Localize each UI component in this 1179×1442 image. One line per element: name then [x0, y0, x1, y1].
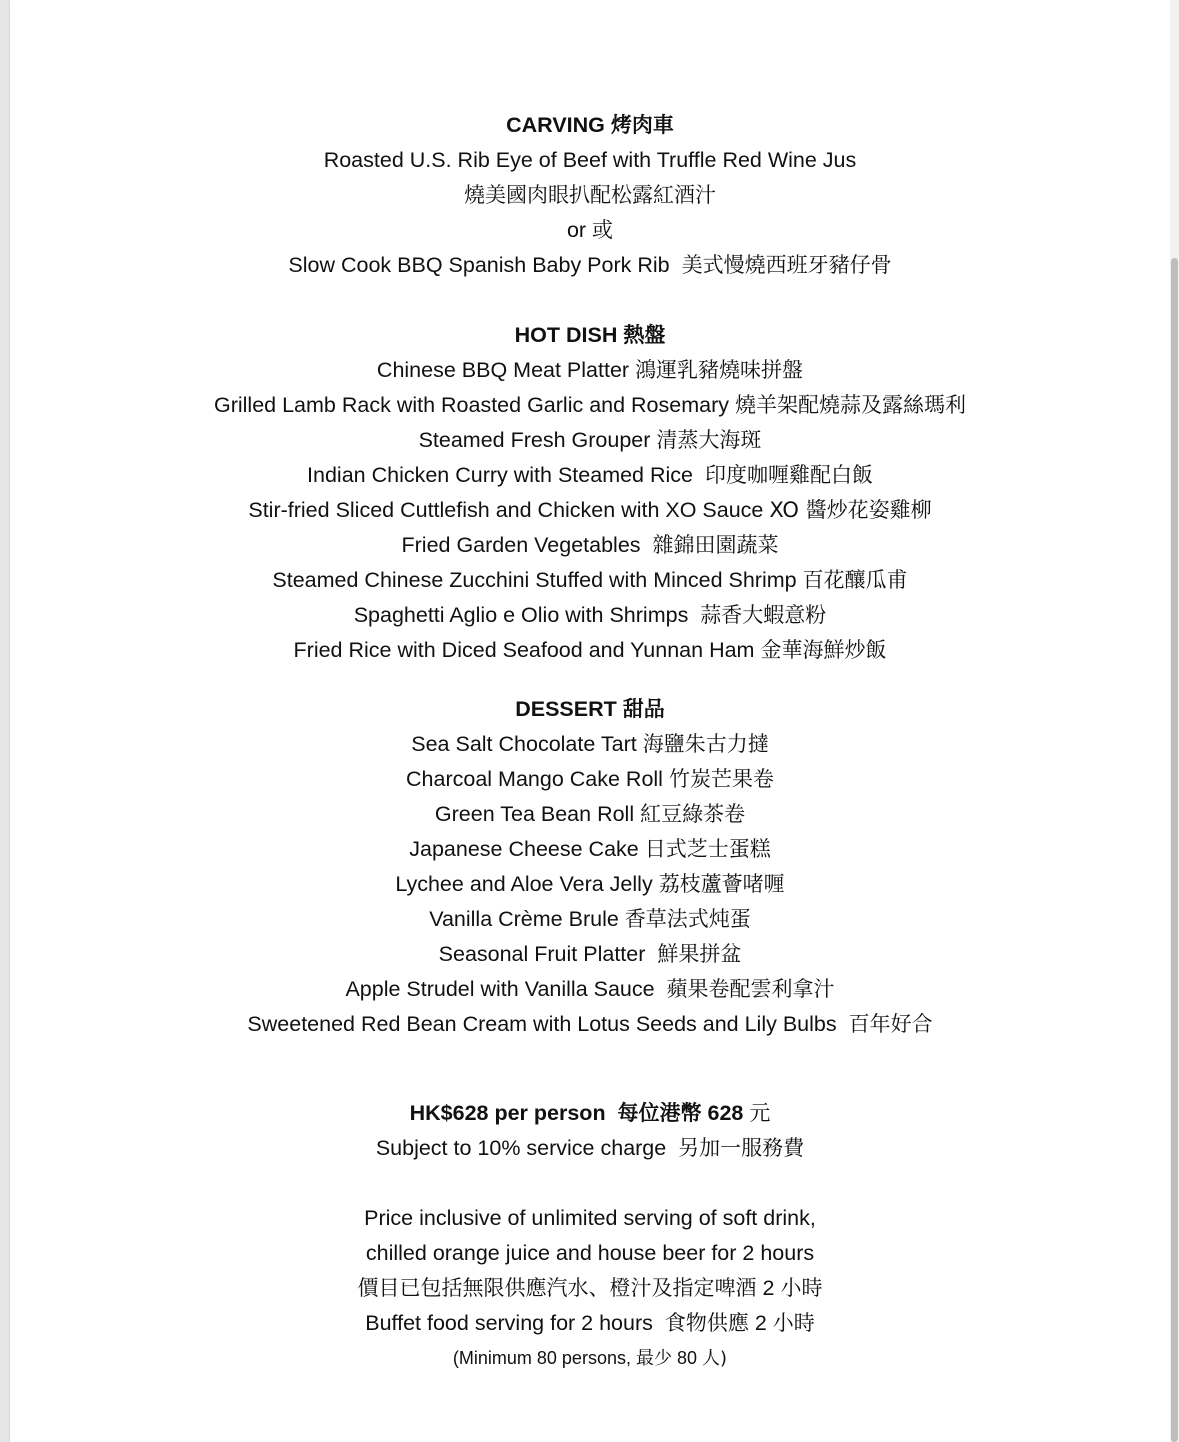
menu-item	[10, 493, 1170, 528]
item-en: Japanese Cheese Cake	[409, 837, 639, 861]
menu-item	[10, 213, 1170, 248]
item-zh: 金華海鮮炒飯	[760, 638, 887, 662]
buffet-line	[10, 1306, 1170, 1341]
item-zh: 紅豆綠茶卷	[640, 802, 746, 826]
menu-item	[10, 633, 1170, 668]
menu-item	[10, 458, 1170, 493]
menu-item	[10, 762, 1170, 797]
inclusive-text: chilled orange juice and house beer for 2 hours	[365, 1241, 815, 1265]
item-en: Stir-fried Sliced Cuttlefish and Chicken with XO Sauce	[248, 498, 764, 522]
item-zh: 荔枝蘆薈啫喱	[658, 872, 785, 896]
item-en: Charcoal Mango Cake Roll	[406, 767, 663, 791]
item-en: Vanilla Crème Brule	[429, 907, 619, 931]
item-zh: 燒美國肉眼扒配松露紅酒汁	[464, 183, 716, 207]
item-zh: 竹炭芒果卷	[668, 767, 774, 791]
spacer	[10, 1042, 1170, 1096]
item-zh: 美式慢燒西班牙豬仔骨	[681, 253, 892, 277]
menu-item	[10, 388, 1170, 423]
item-zh: 日式芝士蛋糕	[644, 837, 771, 861]
item-en: Green Tea Bean Roll	[434, 802, 635, 826]
document-page	[10, 0, 1170, 1442]
menu-item	[10, 902, 1170, 937]
price-zh-amount: 628	[707, 1101, 744, 1125]
item-zh: 印度咖喱雞配白飯	[704, 463, 873, 487]
price-en: HK$628 per person	[409, 1101, 606, 1125]
minimum-zh-unit: 人)	[702, 1348, 728, 1369]
section-heading-carving	[10, 108, 1170, 143]
heading-en: HOT DISH	[514, 323, 618, 347]
item-zh: 清蒸大海斑	[656, 428, 762, 452]
item-en: Grilled Lamb Rack with Roasted Garlic and Rosemary	[214, 393, 730, 417]
inclusive-line-1	[10, 1201, 1170, 1236]
heading-zh: 熱盤	[623, 323, 666, 347]
item-zh: 蒜香大蝦意粉	[700, 603, 827, 627]
service-en: Subject to 10% service charge	[375, 1136, 667, 1160]
buffet-zh-hours: 2	[754, 1311, 767, 1335]
spacer	[10, 668, 1170, 692]
item-zh: 或	[592, 218, 614, 242]
heading-en: DESSERT	[515, 697, 617, 721]
item-en: Sea Salt Chocolate Tart	[411, 732, 637, 756]
inclusive-zh-hours: 2	[762, 1276, 775, 1300]
item-en: Roasted U.S. Rib Eye of Beef with Truffle Red Wine Jus	[323, 148, 857, 172]
menu-item	[10, 937, 1170, 972]
inclusive-line-zh	[10, 1271, 1170, 1306]
item-zh: 燒羊架配燒蒜及露絲瑪利	[735, 393, 966, 417]
menu-item	[10, 867, 1170, 902]
item-en: Seasonal Fruit Platter	[438, 942, 646, 966]
menu-item	[10, 143, 1170, 178]
buffet-en: Buffet food serving for 2 hours	[365, 1311, 653, 1335]
menu-item	[10, 797, 1170, 832]
inclusive-text: Price inclusive of unlimited serving of soft drink,	[364, 1206, 816, 1230]
item-zh: 鴻運乳豬燒味拼盤	[635, 358, 804, 382]
menu-item	[10, 528, 1170, 563]
price-line	[10, 1096, 1170, 1131]
minimum-persons-line	[10, 1341, 1170, 1376]
menu-item	[10, 248, 1170, 283]
item-zh: 雜錦田園蔬菜	[652, 533, 779, 557]
menu-content	[10, 108, 1170, 1376]
item-en: Indian Chicken Curry with Steamed Rice	[307, 463, 694, 487]
heading-zh: 烤肉車	[610, 113, 674, 137]
minimum-en: (Minimum 80 persons,	[452, 1348, 631, 1368]
item-en: Sweetened Red Bean Cream with Lotus Seeds and Lily Bulbs	[247, 1012, 837, 1036]
item-en: Slow Cook BBQ Spanish Baby Pork Rib	[288, 253, 670, 277]
item-en: Steamed Chinese Zucchini Stuffed with Minced Shrimp	[272, 568, 797, 592]
item-zh: 鮮果拼盆	[657, 942, 742, 966]
vertical-scrollbar[interactable]	[1170, 0, 1179, 1442]
menu-item	[10, 727, 1170, 762]
price-zh-prefix: 每位港幣	[617, 1101, 702, 1125]
inclusive-line-2	[10, 1236, 1170, 1271]
item-en: Apple Strudel with Vanilla Sauce	[345, 977, 655, 1001]
item-en: Spaghetti Aglio e Olio with Shrimps	[353, 603, 689, 627]
spacer	[10, 283, 1170, 318]
heading-zh: 甜品	[622, 697, 665, 721]
item-zh: 百年好合	[848, 1012, 933, 1036]
item-zh: XO 醬炒花姿雞柳	[769, 498, 932, 522]
spacer	[10, 1166, 1170, 1201]
menu-item	[10, 423, 1170, 458]
item-zh: 香草法式炖蛋	[624, 907, 751, 931]
minimum-zh-count: 80	[677, 1348, 698, 1368]
minimum-zh: 最少	[635, 1348, 672, 1369]
buffet-zh: 食物供應	[664, 1311, 749, 1335]
section-heading-hot-dish	[10, 318, 1170, 353]
menu-item	[10, 353, 1170, 388]
item-en: or	[566, 218, 587, 242]
price-zh-suffix: 元	[749, 1101, 771, 1125]
item-zh: 海鹽朱古力撻	[642, 732, 769, 756]
item-en: Steamed Fresh Grouper	[418, 428, 651, 452]
menu-item	[10, 178, 1170, 213]
service-charge-line	[10, 1131, 1170, 1166]
item-en: Fried Garden Vegetables	[401, 533, 641, 557]
menu-item	[10, 563, 1170, 598]
scrollbar-thumb[interactable]	[1171, 258, 1178, 1442]
item-zh: 蘋果卷配雲利拿汁	[666, 977, 835, 1001]
menu-item	[10, 972, 1170, 1007]
inclusive-zh-unit: 小時	[780, 1276, 823, 1300]
menu-item	[10, 832, 1170, 867]
inclusive-zh-text: 價目已包括無限供應汽水、橙汁及指定啤酒	[357, 1276, 757, 1300]
section-heading-dessert	[10, 692, 1170, 727]
item-en: Chinese BBQ Meat Platter	[376, 358, 630, 382]
service-zh: 另加一服務費	[678, 1136, 805, 1160]
item-en: Lychee and Aloe Vera Jelly	[395, 872, 653, 896]
menu-item	[10, 598, 1170, 633]
item-zh: 百花釀瓜甫	[802, 568, 908, 592]
heading-en: CARVING	[506, 113, 605, 137]
menu-item	[10, 1007, 1170, 1042]
item-en: Fried Rice with Diced Seafood and Yunnan Ham	[293, 638, 755, 662]
buffet-zh-unit: 小時	[772, 1311, 815, 1335]
